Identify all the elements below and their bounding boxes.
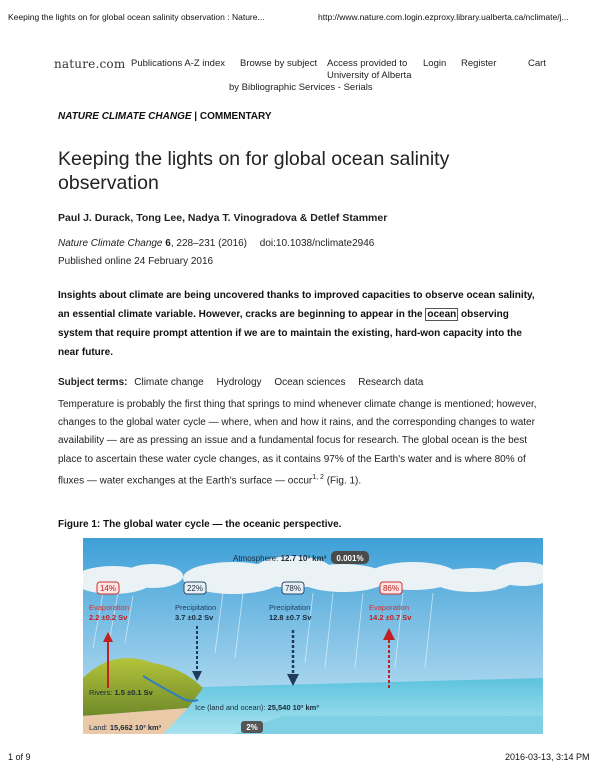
subject-term-link[interactable]: Hydrology	[216, 377, 262, 388]
nav-cart[interactable]: Cart	[528, 58, 546, 69]
water-cycle-figure[interactable]	[83, 538, 543, 734]
browser-url: http://www.nature.com.login.ezproxy.library.ualberta.ca/nclimate/j...	[318, 12, 569, 22]
article-authors[interactable]: Paul J. Durack, Tong Lee, Nadya T. Vinogradova & Detlef Stammer	[58, 212, 388, 224]
print-datetime: 2016-03-13, 3:14 PM	[505, 752, 590, 762]
access-provided	[327, 58, 411, 82]
land-pct: 2%	[246, 723, 258, 732]
svg-text:Atmosphere: 12.7 10³ km³	[233, 554, 327, 563]
land-label: Land: 15,662 10³ km³	[89, 723, 162, 732]
page-number: 1 of 9	[8, 752, 31, 762]
subject-terms	[58, 377, 433, 388]
flux-pct: 14%	[99, 584, 117, 593]
figure-caption[interactable]: Figure 1: The global water cycle — the oceanic perspective.	[58, 519, 342, 530]
flux-pct: 78%	[284, 584, 302, 593]
flux-value: 3.7 ±0.2 Sv	[175, 613, 214, 622]
article-title: Keeping the lights on for global ocean salinity observation	[58, 148, 450, 194]
flux-pct: 86%	[382, 584, 400, 593]
browser-page-title: Keeping the lights on for global ocean salinity observation : Nature...	[8, 12, 265, 22]
access-line-2: University of Alberta	[327, 70, 412, 81]
reference-link[interactable]: 1, 2	[312, 473, 324, 481]
breadcrumb-separator: |	[194, 111, 198, 122]
citation	[58, 238, 374, 249]
flux-value: 14.2 ±0.7 Sv	[369, 613, 412, 622]
subject-term-link[interactable]: Climate change	[134, 377, 204, 388]
access-line-3: by Bibliographic Services - Serials	[229, 82, 373, 93]
abstract-highlight: ocean	[427, 309, 457, 320]
abstract-text-start: Insights about climate are being uncovered thanks to improved capacities to observe ocean salinity, an essential climate variable. However, cracks are beginning to appear in the	[58, 290, 535, 320]
flux-name: Precipitation	[269, 603, 311, 612]
flux-name: Evaporation	[89, 603, 130, 612]
flux-value: 2.2 ±0.2 Sv	[89, 613, 128, 622]
subject-term-link[interactable]: Ocean sciences	[274, 377, 346, 388]
nav-publications-index[interactable]: Publications A-Z index	[131, 58, 225, 69]
body-paragraph	[58, 396, 538, 490]
abstract	[58, 286, 538, 362]
atmosphere-pct: 0.001%	[336, 554, 364, 563]
ocean-floor	[233, 716, 543, 734]
flux-name: Precipitation	[175, 603, 217, 612]
breadcrumb	[58, 111, 272, 122]
nav-register[interactable]: Register	[461, 58, 497, 69]
atmosphere-value: 12.7 10³ km³	[280, 554, 327, 563]
nature-logo[interactable]: nature.com	[54, 57, 126, 71]
atmosphere-text: Atmosphere:	[233, 554, 279, 563]
nav-login[interactable]: Login	[423, 58, 447, 69]
ice-label: Ice (land and ocean): 25,540 10³ km³	[195, 703, 319, 712]
body-text-start: Temperature is probably the first thing that springs to mind whenever climate change is mentioned; however, changes to the global water cycle — where, when and how it rains, and the corresponding changes to water availability — are as pressing an issue and a fundamental focus for research. The global ocean is the best place to ascertain these water cycle changes, as it contains 97% of the Earth's water and is where 80% of fluxes — water exchanges at the Earth's surface — occur	[58, 399, 537, 487]
citation-volume: 6	[165, 238, 171, 249]
abstract-text-end: observing system that require prompt attention if we are to maintain the existing, hard-won capacity into the near future.	[58, 309, 522, 358]
nav-browse-by-subject[interactable]: Browse by subject	[240, 58, 318, 69]
flux-value: 12.8 ±0.7 Sv	[269, 613, 312, 622]
subject-terms-label: Subject terms:	[58, 377, 128, 388]
access-line-1: Access provided to	[327, 58, 408, 69]
published-date: Published online 24 February 2016	[58, 256, 214, 267]
body-text-end: (Fig. 1).	[323, 475, 362, 487]
citation-doi[interactable]: doi:10.1038/nclimate2946	[259, 238, 375, 249]
citation-journal: Nature Climate Change	[58, 238, 163, 249]
citation-pages: , 228–231 (2016)	[170, 238, 248, 249]
breadcrumb-type: COMMENTARY	[199, 111, 272, 122]
flux-name: Evaporation	[369, 603, 410, 612]
flux-pct: 22%	[186, 584, 204, 593]
subject-term-link[interactable]: Research data	[358, 377, 424, 388]
breadcrumb-journal[interactable]: NATURE CLIMATE CHANGE	[58, 111, 192, 122]
rivers-label: Rivers: 1.5 ±0.1 Sv	[89, 688, 153, 697]
